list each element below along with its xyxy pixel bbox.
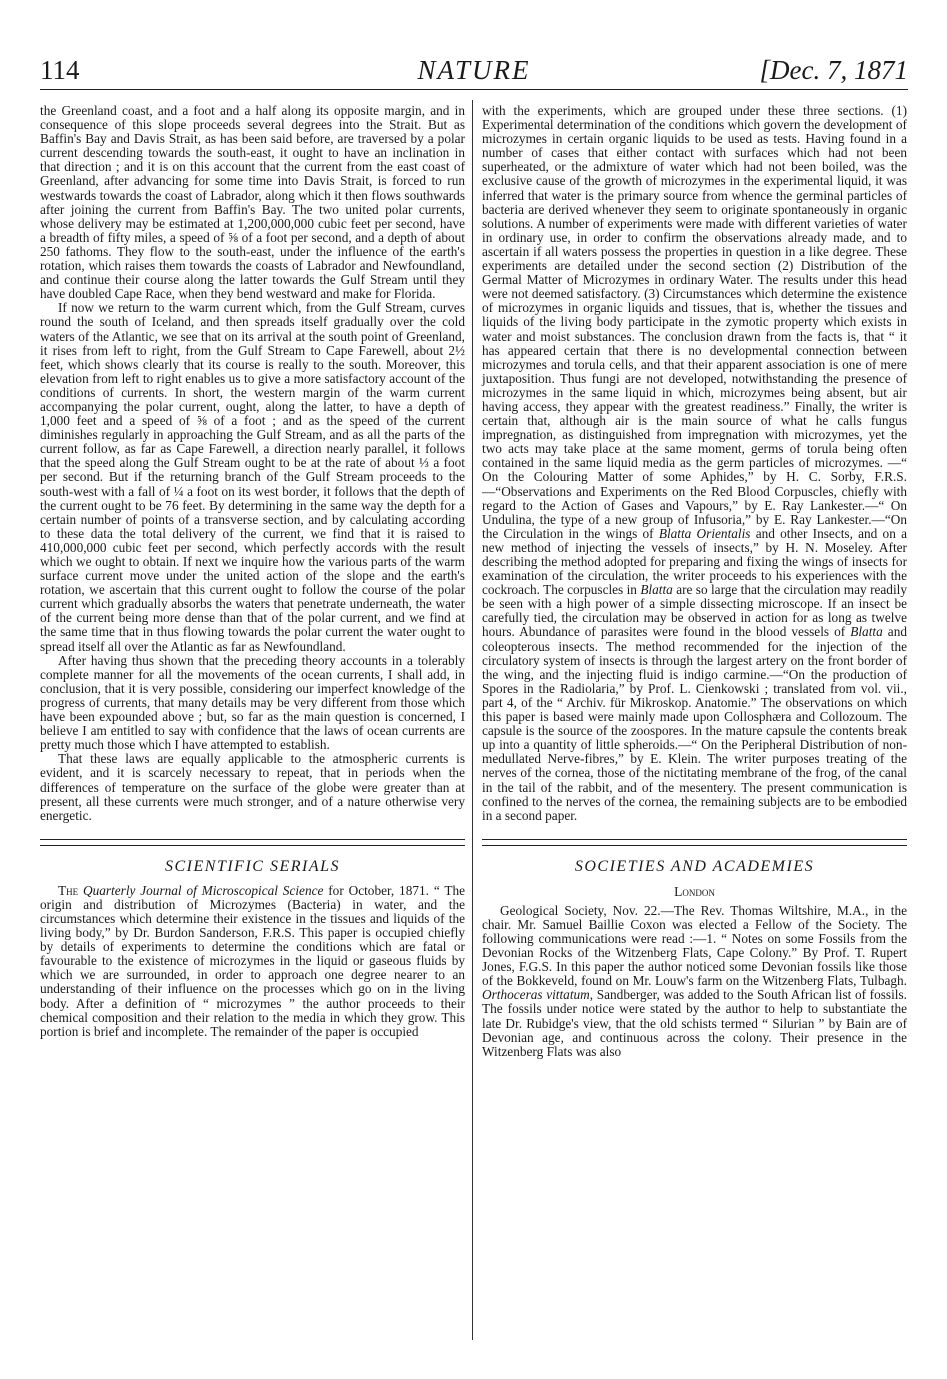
paragraph: [482, 904, 907, 1059]
paragraph-text: , Sandberger, was added to the South African list of fossils. The fossils under notice were stated by the author to help to substantiate the late Dr. Rubidge's view, that the old schists termed “ Silurian ” by Bain are of Devonian age, and continuous across the colony. Their presence in the Witzenberg Flats was also: [482, 987, 907, 1059]
paragraph: [482, 104, 907, 823]
section-title-societies: SOCIETIES AND ACADEMIES: [574, 857, 815, 875]
section-title-scientific-serials: SCIENTIFIC SERIALS: [165, 857, 340, 875]
section-divider: [40, 839, 465, 846]
paragraph: the Greenland coast, and a foot and a half along its opposite margin, and in consequence of this slope proceeds several degrees into the Strait. But as Baffin's Bay and Davis Strait, as has been said before, are traversed by a polar current descending towards the south-east, it ought to have an inclination in that direction ; and it is on this account that the current from the east coast of Greenland, after advancing for some time into Davis Strait, is forced to run westwards towards the coast of Labrador, along which it then flows southwards after joining the current from Baffin's Bay. The two united polar currents, whose delivery may be estimated at 1,200,000,000 cubic feet per second, have a breadth of fifty miles, a speed of ⅝ of a foot per second, and a depth of about 250 fathoms. They flow to the south-east, under the influence of the earth's rotation, which raises them towards the coasts of Labrador and Newfoundland, and continue their course along the latter towards the Gulf Stream until they have doubled Cape Race, when they bend westward and make for Florida.: [40, 103, 465, 302]
issue-date: [Dec. 7, 1871: [759, 55, 908, 85]
right-column: [482, 104, 907, 1059]
page-number: 114: [40, 55, 80, 85]
journal-title: NATURE: [417, 55, 531, 85]
location-subhead: London: [674, 883, 715, 899]
paragraph-text: and other Insects, and on a new method of injecting the vessels of insects,” by H. N. Moseley. After describing the method adopted for preparing and fixing the wings of insects for examination of the circulation, the writer proceeds to his experiences with the cockroach. The corpuscles in: [482, 525, 907, 598]
paragraph-text: for October, 1871. “ The origin and distribution of Microzymes (Bacteria) in water, and the circumstances which determine their existence in the tissues and liquids of the living body,” by Dr. Burdon Sanderson, F.R.S. This paper is occupied chiefly by details of experiments to determine the conditions which are fatal or favourable to the existence of microzymes in the liquid or gaseous fluids by which we are surrounded, in order to approach one degree nearer to an understanding of their influence on the processes which go on in the living body. After a definition of “ microzymes ” the author proceeds to their chemical composition and their relation to the media in which they grow. This portion is brief and incomplete. The remainder of the paper is occupied: [40, 882, 465, 1039]
species-name: Orthoceras vittatum: [482, 987, 590, 1003]
paragraph: That these laws are equally applicable to the atmospheric currents is evident, and it is scarcely necessary to repeat, that in periods when the differences of temperature on the surface of the globe were greater than at present, all these currents were much stronger, and of a nature otherwise very energetic.: [40, 751, 465, 823]
page-header: [40, 55, 908, 90]
paragraph-text: —The Rev. Thomas Wiltshire, M.A., in the chair. Mr. Samuel Baillie Coxon was elected a Fellow of the Society. The following communications were read :—1. “ Notes on some Fossils from the Devonian Rocks of the Witzenberg Flats, Cape Colony.” By Prof. T. Rupert Jones, F.G.S. In this paper the author noticed some Devonian fossils like those of the Bokkeveld, found on Mr. Louw's farm on the Witzenberg Flats, Tulbagh.: [482, 902, 907, 989]
paragraph-text: and coleopterous insects. The method recommended for the injection of the circulatory system of insects is through the largest artery on the front border of the wing, and the injecting fluid is indigo carmine.—“On the production of Spores in the Radiolaria,” by Prof. L. Cienkowski ; translated from vol. vii., part 4, of the “ Archiv. für Mikroskop. Anatomie.” The observations on which this paper is based were mainly made upon Collosphæra and Collozoum. The capsule is the source of the zoospores. In the mature capsule the contents break up into a quantity of little spheroids.—“ On the Peripheral Distribution of non-medullated Nerve-fibres,” by E. Klein. The writer purposes treating of the nerves of the cornea, those of the nictitating membrane of the frog, of the canal in the tail of the rabbit, and of the mesentery. The present communication is confined to the nerves of the cornea, the remaining subjects are to be embodied in a second paper.: [482, 624, 907, 823]
species-name: Blatta Orientalis: [658, 525, 751, 541]
society-name: Geological Society, Nov. 22.: [500, 902, 661, 918]
paragraph: After having thus shown that the preceding theory accounts in a tolerably complete manner for all the movements of the ocean currents, I shall add, in conclusion, that it is very possible, considering our imperfect knowledge of the progress of currents, that many details may be very different from those which have been expounded above ; but, so far as the main question is concerned, I believe I am entitled to say with confidence that the laws of ocean currents are pretty much those which I have attempted to establish.: [40, 652, 465, 753]
lead-word: The: [58, 882, 79, 898]
column-divider: [472, 100, 473, 1340]
paragraph-text: with the experiments, which are grouped under these three sections. (1) Experimental determination of the conditions which govern the development of microzymes in certain organic liquids to be used as tests. Having found in a number of cases that either contact with surfaces which had not been superheated, or the admixture of water which had not been boiled, was the exclusive cause of the growth of microzymes in the experimental liquid, it was inferred that water is the primary source from whence the germinal particles of bacteria are derived whenever they seem to originate spontaneously in organic solutions. A number of experiments were made with different varieties of water in ordinary use, in order to confirm the observations already made, and to ascertain if all waters possess the properties in question in a like degree. These experiments are detailed under the second section (2) Distribution of the Germal Matter of Microzymes in ordinary Water. The results under this head were not deemed satisfactory. (3) Circumstances which determine the existence of microzymes in organic liquids and tissues, that is, whether the tissues and liquids of the living body participate in the zymotic property which exists in water and moist substances. The conclusion drawn from the facts is, that “ it has appeared certain that there is no developmental connection between microzymes and torula cells, and that their apparent association is one of mere juxtaposition. Thus fungi are not developed, notwithstanding the presence of microzymes in the same liquid in which, microzymes being absent, but air having access, they appear with the greatest readiness.” Finally, the writer is certain that, although air is the main source of what he calls fungus impregnation, as distinguished from impregnation with microzymes, yet the two acts may take place at the same moment, germs of torula being often contained in the same liquid media as the germ particles of microzymes. —“ On the Colouring Matter of some Aphides,” by H. C. Sorby, F.R.S.—“Observations and Experiments on the Red Blood Corpuscles, chiefly with regard to the Action of Gases and Vapours,” by E. Ray Lankester.—“ On Undulina, the type of a new group of Infusoria,” by E. Ray Lankester.—“On the Circulation in the wings of: [482, 103, 907, 541]
species-name: Blatta: [850, 624, 883, 640]
paragraph-text: are so large that the circulation may readily be seen with a high power of a simple dissecting microscope. If an insect be carefully tied, the circulation may be observed in action for as long as twelve hours. Abundance of parasites were found in the blood vessels of: [482, 582, 907, 640]
left-column: [40, 104, 465, 1039]
paragraph: If now we return to the warm current which, from the Gulf Stream, curves round the south of Iceland, and then spreads itself gradually over the cold waters of the Atlantic, we see that on its arrival at the south point of Greenland, it rises from left to right, from the Gulf Stream to Cape Farewell, about 2½ feet, which shows clearly that its course is really to the south. Moreover, this elevation from left to right enables us to give a more satisfactory account of the conditions of currents. In short, the western margin of the warm current accompanying the polar current, ought, along the latter, to have a depth of 1,000 feet and a speed of ⅝ of a foot ; and as the speed of the current diminishes regularly in approaching the Gulf Stream, and as all the parts of the current follow, as far as Cape Farewell, a direction nearly parallel, it follows that the speed along the Gulf Stream ought to be at the rate of about ⅓ a foot per second. But if the returning branch of the Gulf Stream proceeds to the south-west with a fall of ¼ a foot on its west border, it follows that the depth of the current ought to be 76 feet. By determining in the same way the depth for a certain number of points of a transverse section, and by calculating according to these data the total delivery of the current, we find that it is raised to 410,000,000 cubic feet per second, which perfectly accords with the result which we ought to obtain. If next we inquire how the various parts of the warm surface current move under the united action of the slope and the earth's rotation, we ascertain that this current ought to follow the course of the polar current which gradually absorbs the waters that penetrate underneath, the water of the current being more dense than that of the polar current, and we find at the same time that in thus flowing towards the polar current the water ought to spread itself all over the Atlantic as far as Newfoundland.: [40, 300, 465, 654]
species-name: Blatta: [640, 582, 673, 598]
section-divider: [482, 839, 907, 846]
paragraph: [40, 884, 465, 1039]
journal-name: Quarterly Journal of Microscopical Science: [82, 882, 324, 898]
